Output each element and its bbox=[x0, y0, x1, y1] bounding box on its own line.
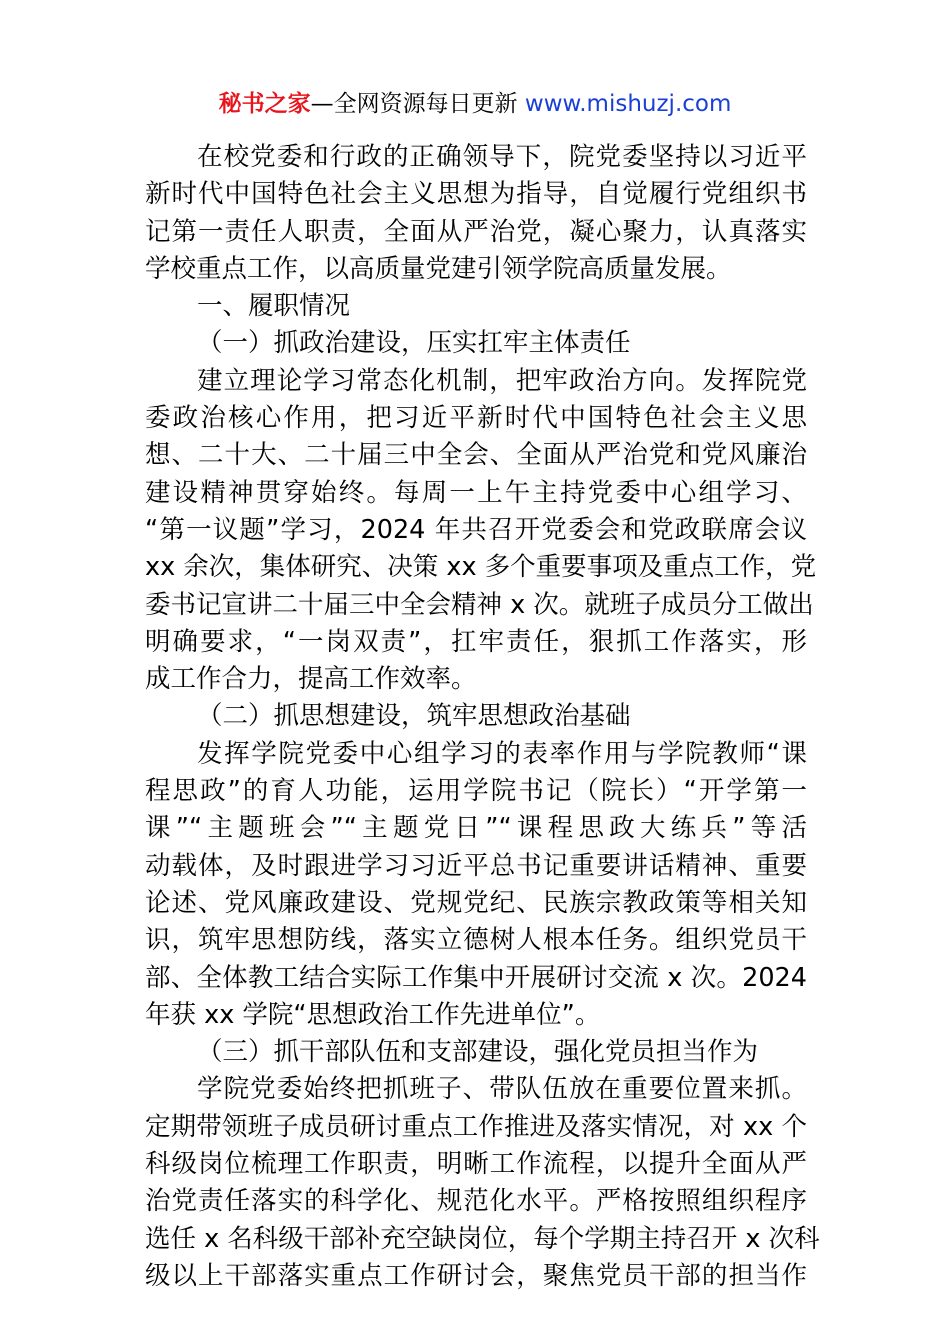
paragraph-line: 发挥学院党委中心组学习的表率作用与学院教师“课 bbox=[197, 738, 807, 769]
paragraph-line: 识，筑牢思想防线，落实立德树人根本任务。组织党员干 bbox=[145, 925, 807, 956]
document-body bbox=[145, 139, 820, 1295]
paragraph-line: 部、全体教工结合实际工作集中开展研讨交流 x 次。2024 bbox=[145, 962, 807, 993]
paragraph-line: 明确要求，“一岗双责”，扛牢责任，狠抓工作落实，形 bbox=[145, 626, 807, 657]
paragraph-line: 定期带领班子成员研讨重点工作推进及落实情况，对 xx 个 bbox=[145, 1111, 807, 1142]
paragraph-line: 在校党委和行政的正确领导下，院党委坚持以习近平 bbox=[197, 142, 807, 172]
paragraph-line: 建立理论学习常态化机制，把牢政治方向。发挥院党 bbox=[197, 365, 807, 396]
paragraph-line: 级以上干部落实重点工作研讨会，聚焦党员干部的担当作 bbox=[145, 1260, 807, 1291]
paragraph-line: 想、二十大、二十届三中全会、全面从严治党和党风廉治 bbox=[145, 440, 807, 471]
paragraph-line: 论述、党风廉政建设、党规党纪、民族宗教政策等相关知 bbox=[145, 887, 807, 918]
subsection-heading: （二）抓思想建设，筑牢思想政治基础 bbox=[197, 701, 631, 732]
site-slogan: —全网资源每日更新 bbox=[310, 91, 518, 117]
paragraph-line: “第一议题”学习，2024 年共召开党委会和党政联席会议 bbox=[145, 514, 807, 545]
site-url[interactable]: www.mishuzj.com bbox=[524, 91, 732, 117]
paragraph-line: 动载体，及时跟进学习习近平总书记重要讲话精神、重要 bbox=[145, 850, 807, 881]
subsection-heading: （三）抓干部队伍和支部建设，强化党员担当作为 bbox=[197, 1037, 759, 1068]
site-header bbox=[0, 88, 950, 120]
paragraph-line: xx 余次，集体研究、决策 xx 多个重要事项及重点工作，党 bbox=[145, 552, 817, 583]
section-heading: 一、履职情况 bbox=[197, 291, 351, 322]
paragraph-line: 记第一责任人职责，全面从严治党，凝心聚力，认真落实 bbox=[145, 216, 807, 247]
paragraph-line: 建设精神贯穿始终。每周一上午主持党委中心组学习、 bbox=[145, 477, 807, 508]
paragraph-line: 治党责任落实的科学化、规范化水平。严格按照组织程序 bbox=[145, 1186, 807, 1217]
paragraph-line: 学校重点工作，以高质量党建引领学院高质量发展。 bbox=[145, 253, 732, 284]
subsection-heading: （一）抓政治建设，压实扛牢主体责任 bbox=[197, 328, 631, 359]
paragraph-line: 程思政”的育人功能，运用学院书记（院长）“开学第一 bbox=[145, 776, 807, 807]
paragraph-line: 委书记宣讲二十届三中全会精神 x 次。就班子成员分工做出 bbox=[145, 589, 814, 620]
paragraph-line: 成工作合力，提高工作效率。 bbox=[145, 664, 477, 695]
site-brand: 秘书之家 bbox=[218, 91, 311, 117]
paragraph-line: 委政治核心作用，把习近平新时代中国特色社会主义思 bbox=[145, 403, 807, 434]
paragraph-line: 选任 x 名科级干部补充空缺岗位，每个学期主持召开 x 次科 bbox=[145, 1223, 820, 1254]
paragraph-line: 课”“主题班会”“主题党日”“课程思政大练兵”等活 bbox=[145, 813, 807, 844]
paragraph-line: 科级岗位梳理工作职责，明晰工作流程，以提升全面从严 bbox=[145, 1149, 807, 1180]
paragraph-line: 学院党委始终把抓班子、带队伍放在重要位置来抓。 bbox=[197, 1074, 807, 1105]
paragraph-line: 新时代中国特色社会主义思想为指导，自觉履行党组织书 bbox=[145, 179, 807, 210]
paragraph-line: 年获 xx 学院“思想政治工作先进单位”。 bbox=[145, 999, 601, 1030]
